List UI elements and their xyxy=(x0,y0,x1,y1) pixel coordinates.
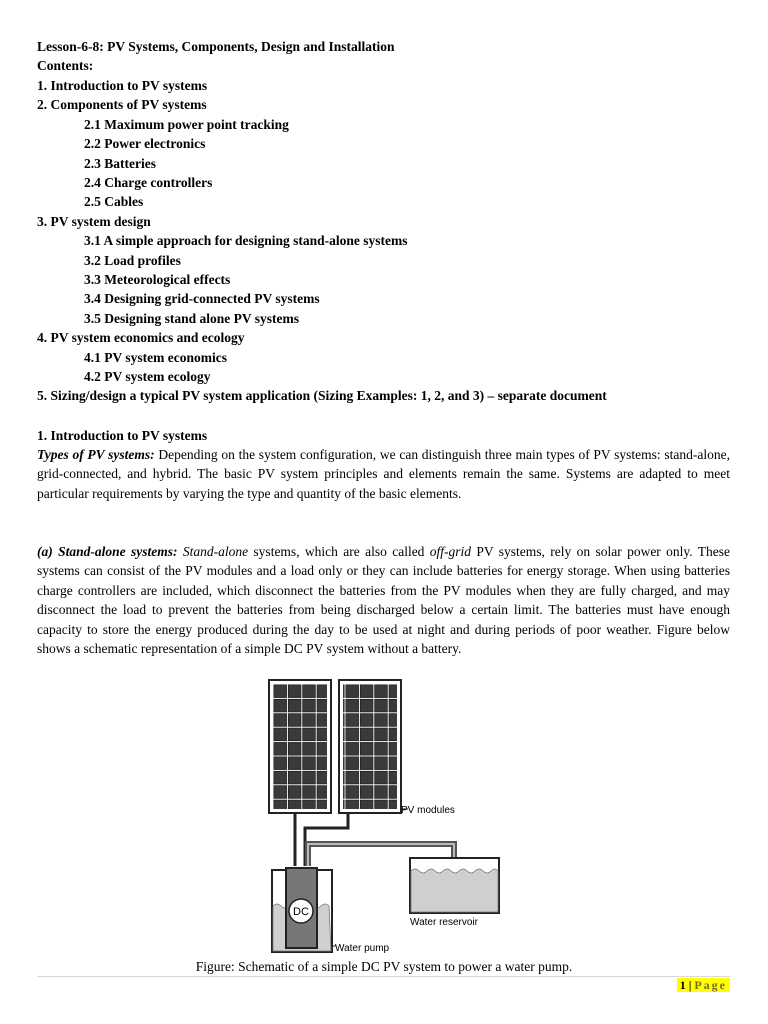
water-pump-label: Water pump xyxy=(335,943,390,954)
paragraph-lead: (a) Stand-alone systems: xyxy=(37,544,178,559)
paragraph-types-of-pv xyxy=(37,445,730,503)
water-reservoir xyxy=(410,858,499,913)
toc-item: 1. Introduction to PV systems xyxy=(37,78,208,93)
water-reservoir-label: Water reservoir xyxy=(410,917,478,928)
italic-term: Stand-alone xyxy=(182,544,249,559)
paragraph-body: Depending on the system configuration, we can distinguish three main types of PV systems: stand-alone, grid-connected, and hybrid. The basic PV system principles and elements remain the same. Systems are adapted to meet particular requirements by varying the type and quantity of the basic elements. xyxy=(37,447,730,501)
toc-subitem: 2.4 Charge controllers xyxy=(84,175,213,190)
footer-divider xyxy=(37,976,730,977)
toc-subitem: 4.2 PV system ecology xyxy=(84,369,211,384)
page-number-separator: | xyxy=(685,978,695,992)
paragraph-lead: Types of PV systems: xyxy=(37,447,155,462)
toc-subitem: 2.5 Cables xyxy=(84,194,144,210)
section-heading: 1. Introduction to PV systems xyxy=(37,428,208,443)
dc-label: DC xyxy=(293,906,309,918)
pv-modules-label: PV modules xyxy=(401,805,455,816)
cable xyxy=(305,813,348,866)
contents-label: Contents: xyxy=(37,58,94,73)
toc-subitem: 3.4 Designing grid-connected PV systems xyxy=(84,291,320,307)
toc-subitem: 2.2 Power electronics xyxy=(84,136,206,152)
paragraph-text: systems, which are also called xyxy=(248,544,430,559)
paragraph-stand-alone xyxy=(37,542,730,658)
pv-pump-schematic xyxy=(268,678,508,958)
toc-item: 5. Sizing/design a typical PV system application (Sizing Examples: 1, 2, and 3) – separate document xyxy=(37,388,607,404)
document-title: Lesson-6-8: PV Systems, Components, Design and Installation xyxy=(37,39,395,54)
toc-item: 4. PV system economics and ecology xyxy=(37,330,245,346)
toc-subitem: 3.2 Load profiles xyxy=(84,252,181,268)
toc-subitem: 2.3 Batteries xyxy=(84,155,156,171)
pv-module-left xyxy=(269,680,331,813)
italic-term: off-grid xyxy=(429,544,472,559)
toc-item: 3. PV system design xyxy=(37,213,151,229)
toc-subitem: 2.1 Maximum power point tracking xyxy=(84,116,289,132)
toc-subitem: 3.5 Designing stand alone PV systems xyxy=(84,310,300,326)
toc-subitem: 3.3 Meteorological effects xyxy=(84,272,231,287)
paragraph-text: PV systems, rely on solar power only. These systems can consist of the PV modules and a load only or they can include batteries for energy storage. When using batteries charge controllers are included, which disconnect the batteries from the PV modules when they are fully charged, and may disconnect the load to prevent the batteries from being discharged below a certain limit. The batteries must have enough capacity to store the energy produced during the day to be used at night and during periods of poor weather. Figure below shows a schematic representation of a simple DC PV system without a battery. xyxy=(37,544,731,657)
water-pump xyxy=(286,868,317,948)
pv-module-right xyxy=(339,680,401,813)
toc-subitem: 4.1 PV system economics xyxy=(84,349,227,365)
page-number-value: 1 xyxy=(679,978,686,992)
page-number xyxy=(677,978,730,992)
toc-item: 2. Components of PV systems xyxy=(37,97,207,113)
page-word: Page xyxy=(694,978,727,992)
figure-caption: Figure: Schematic of a simple DC PV system to power a water pump. xyxy=(195,959,573,974)
toc-subitem: 3.1 A simple approach for designing stand-alone systems xyxy=(84,233,408,249)
